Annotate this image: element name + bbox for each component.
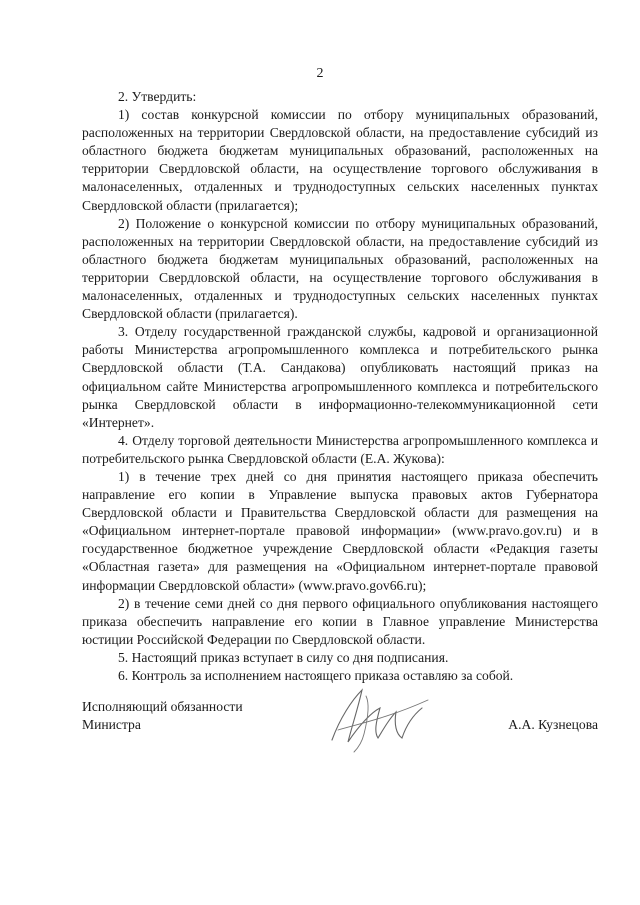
handwritten-signature [318, 678, 438, 758]
paragraph-3: 3. Отделу государственной гражданской службы, кадровой и организационной работы Министерства агропромышленного комплекса и потребительского рынка Свердловской области (Т.А. Сандакова) опубликовать настоящий приказ на официальном сайте Министерства агропромышленного комплекса и потребительского рынка Свердловской области в информационно-телекоммуникационной сети «Интернет». [82, 324, 598, 430]
page-number: 2 [316, 66, 324, 81]
paragraph-4-item-2: 2) в течение семи дней со дня первого официального опубликования настоящего приказа обеспечить направление его копии в Главное управление Министерства юстиции Российской Федерации по Свердловской области. [82, 595, 598, 647]
signature-block [82, 698, 598, 778]
paragraph-4: 4. Отделу торговой деятельности Министерства агропромышленного комплекса и потребительского рынка Свердловской области (Е.А. Жукова): [82, 432, 598, 466]
paragraph-approve-item-2: 2) Положение о конкурсной комиссии по отбору муниципальных образований, расположенных на территории Свердловской области, на предоставление субсидий из областного бюджета бюджетам муниципальных образований, расположенных на территории Свердловской области, на осуществление торгового обслуживания в малонаселенных, отдаленных и труднодоступных сельских населенных пунктах Свердловской области (прилагается). [82, 215, 598, 322]
paragraph-6: 6. Контроль за исполнением настоящего приказа оставляю за собой. [118, 668, 514, 683]
signatory-position [82, 698, 243, 734]
paragraph-approve-item-1: 1) состав конкурсной комиссии по отбору муниципальных образований, расположенных на территории Свердловской области, на предоставление субсидий из областного бюджета бюджетам муниципальных образований, расположенных на территории Свердловской области, на осуществление торгового обслуживания в малонаселенных, отдаленных и труднодоступных сельских населенных пунктах Свердловской области (прилагается); [82, 107, 598, 213]
document-body [82, 88, 598, 685]
signatory-position-line-1: Исполняющий обязанности [82, 699, 243, 714]
paragraph-5: 5. Настоящий приказ вступает в силу со дня подписания. [118, 649, 449, 665]
paragraph-4-item-1: 1) в течение трех дней со дня принятия настоящего приказа обеспечить направление его копии в Управление выпуска правовых актов Губернатора Свердловской области и Правительства Свердловской области для размещения на «Официальном интернет-портале правовой информации» (www.pravo.gov.ru) и в государственное бюджетное учреждение Свердловской области «Редакция газеты «Областная газета» для размещения на «Официальном интернет-портале правовой информации Свердловской области» (www.pravo.gov66.ru); [82, 468, 598, 593]
signatory-name: А.А. Кузнецова [508, 717, 598, 732]
paragraph-approve: 2. Утвердить: [118, 89, 197, 104]
signatory-position-line-2: Министра [82, 717, 141, 732]
